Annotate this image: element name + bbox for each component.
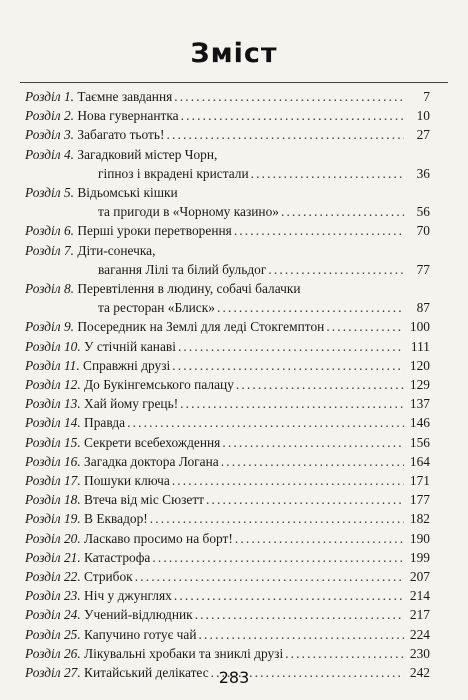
chapter-number: Розділ 25. xyxy=(25,626,81,642)
dot-leader xyxy=(285,644,404,663)
chapter-title-continued: вагання Лілі та білий бульдог xyxy=(98,261,267,277)
toc-entry xyxy=(25,183,430,221)
dot-leader xyxy=(236,375,404,394)
chapter-page: 70 xyxy=(416,223,430,239)
chapter-number: Розділ 27. xyxy=(25,665,81,681)
chapter-number: Розділ 15. xyxy=(25,434,81,450)
chapter-title: Загадка доктора Логана xyxy=(84,453,219,469)
toc-entry xyxy=(25,490,430,509)
chapter-number: Розділ 17. xyxy=(25,473,81,489)
chapter-number: Розділ 14. xyxy=(25,415,81,431)
dot-leader xyxy=(268,260,404,279)
toc-entry xyxy=(25,279,430,317)
chapter-title: Відьомські кішки xyxy=(77,185,178,201)
toc-entry xyxy=(25,145,430,183)
chapter-title: Ласкаво просимо на борт! xyxy=(84,530,233,546)
dot-leader xyxy=(199,625,404,644)
chapter-number: Розділ 4. xyxy=(25,146,74,162)
dot-leader xyxy=(195,605,404,624)
toc-entry xyxy=(25,452,430,471)
chapter-page: 164 xyxy=(409,453,430,469)
dot-leader xyxy=(127,413,404,432)
dot-leader xyxy=(251,164,404,183)
dot-leader xyxy=(206,490,404,509)
chapter-title-continued: та пригоди в «Чорному казино» xyxy=(98,204,279,220)
chapter-title: Учений-відлюдник xyxy=(84,607,193,623)
chapter-title: Таємне завдання xyxy=(77,89,173,104)
chapter-page: 27 xyxy=(416,127,430,143)
dot-leader xyxy=(217,298,404,317)
dot-leader xyxy=(326,317,404,336)
chapter-title: Хай йому грець! xyxy=(84,396,179,412)
chapter-page: 230 xyxy=(409,645,430,661)
chapter-number: Розділ 11. xyxy=(25,357,80,373)
table-of-contents xyxy=(25,87,430,682)
toc-entry xyxy=(25,413,430,432)
chapter-title: Діти-сонечка, xyxy=(77,242,156,258)
chapter-number: Розділ 26. xyxy=(25,645,81,661)
chapter-number: Розділ 9. xyxy=(25,319,74,335)
chapter-page: 129 xyxy=(409,377,430,393)
chapter-title-continued: та ресторан «Блиск» xyxy=(98,300,215,316)
chapter-title: Посередник на Землі для леді Стокгемптон xyxy=(77,319,325,335)
chapter-page: 146 xyxy=(409,415,430,431)
chapter-number: Розділ 6. xyxy=(25,223,74,239)
page-number: 283 xyxy=(218,668,250,687)
dot-leader xyxy=(152,548,404,567)
dot-leader xyxy=(172,471,404,490)
chapter-title: У стічній канаві xyxy=(84,338,176,354)
dot-leader xyxy=(221,452,404,471)
chapter-number: Розділ 18. xyxy=(25,492,81,508)
chapter-page: 177 xyxy=(409,492,430,508)
chapter-title: Лікувальні хробаки та зниклі друзі xyxy=(84,645,284,661)
dot-leader xyxy=(166,125,404,144)
chapter-page: 217 xyxy=(409,607,430,623)
toc-entry xyxy=(25,337,430,356)
chapter-number: Розділ 7. xyxy=(25,242,74,258)
chapter-number: Розділ 2. xyxy=(25,108,74,124)
chapter-title: Перевтілення в людину, собачі балачки xyxy=(77,281,301,297)
chapter-number: Розділ 8. xyxy=(25,281,74,297)
chapter-title: Перші уроки перетворення xyxy=(77,223,232,239)
toc-entry xyxy=(25,356,430,375)
chapter-title-continued: гіпноз і вкрадені кристали xyxy=(98,165,249,181)
dot-leader xyxy=(235,529,404,548)
chapter-title: Капучино готує чай xyxy=(84,626,197,642)
chapter-page: 100 xyxy=(409,319,430,335)
toc-entry xyxy=(25,394,430,413)
toc-entry xyxy=(25,471,430,490)
chapter-number: Розділ 22. xyxy=(25,569,81,585)
chapter-page: 171 xyxy=(409,473,430,489)
chapter-page: 224 xyxy=(409,626,430,642)
chapter-page: 56 xyxy=(416,204,430,220)
chapter-title: Пошуки ключа xyxy=(84,473,170,489)
chapter-title: Загадковий містер Чорн, xyxy=(77,146,218,162)
dot-leader xyxy=(174,586,404,605)
chapter-number: Розділ 16. xyxy=(25,453,81,469)
toc-entry xyxy=(25,586,430,605)
chapter-page: 156 xyxy=(409,434,430,450)
chapter-title: Катастрофа xyxy=(84,549,151,565)
toc-entry xyxy=(25,644,430,663)
divider xyxy=(20,82,448,83)
chapter-number: Розділ 20. xyxy=(25,530,81,546)
chapter-page: 87 xyxy=(416,300,430,316)
toc-entry xyxy=(25,509,430,528)
chapter-number: Розділ 19. xyxy=(25,511,81,527)
toc-entry xyxy=(25,433,430,452)
chapter-page: 77 xyxy=(416,261,430,277)
dot-leader xyxy=(234,221,404,240)
chapter-title: Стрибок xyxy=(84,569,133,585)
chapter-number: Розділ 10. xyxy=(25,338,81,354)
chapter-title: Втеча від міс Сюзетт xyxy=(84,492,205,508)
chapter-number: Розділ 24. xyxy=(25,607,81,623)
chapter-page: 36 xyxy=(416,165,430,181)
toc-entry xyxy=(25,125,430,144)
toc-entry xyxy=(25,317,430,336)
dot-leader xyxy=(180,394,404,413)
chapter-title: В Еквадор! xyxy=(84,511,148,527)
chapter-title: Секрети всебехождення xyxy=(84,434,221,450)
toc-entry xyxy=(25,375,430,394)
chapter-number: Розділ 3. xyxy=(25,127,74,143)
chapter-title: Справжні друзі xyxy=(83,357,171,373)
chapter-title: Правда xyxy=(84,415,126,431)
dot-leader xyxy=(172,356,404,375)
toc-entry xyxy=(25,241,430,279)
chapter-title: Забагато тьоть! xyxy=(77,127,165,143)
toc-entry xyxy=(25,605,430,624)
chapter-title: Ніч у джунглях xyxy=(84,588,172,604)
chapter-page: 214 xyxy=(409,588,430,604)
chapter-title: До Букінгемського палацу xyxy=(84,377,234,393)
chapter-page: 199 xyxy=(409,549,430,565)
chapter-number: Розділ 1. xyxy=(25,89,74,104)
toc-entry xyxy=(25,548,430,567)
toc-entry xyxy=(25,529,430,548)
chapter-number: Розділ 23. xyxy=(25,588,81,604)
dot-leader xyxy=(178,337,404,356)
dot-leader xyxy=(135,567,404,586)
chapter-number: Розділ 13. xyxy=(25,396,81,412)
chapter-page: 242 xyxy=(409,665,430,681)
dot-leader xyxy=(150,509,404,528)
dot-leader xyxy=(174,87,404,106)
chapter-title: Китайський делікатес xyxy=(84,665,209,681)
toc-entry xyxy=(25,567,430,586)
toc-entry xyxy=(25,106,430,125)
toc-entry xyxy=(25,221,430,240)
chapter-page: 207 xyxy=(409,569,430,585)
chapter-page: 137 xyxy=(409,396,430,412)
toc-entry xyxy=(25,625,430,644)
chapter-number: Розділ 12. xyxy=(25,377,81,393)
chapter-page: 120 xyxy=(409,357,430,373)
dot-leader xyxy=(181,106,404,125)
page-title: Зміст xyxy=(190,38,278,69)
dot-leader xyxy=(222,433,404,452)
chapter-page: 190 xyxy=(409,530,430,546)
chapter-page: 182 xyxy=(409,511,430,527)
dot-leader xyxy=(281,202,404,221)
toc-entry xyxy=(25,87,430,106)
chapter-page: 7 xyxy=(423,89,430,104)
chapter-number: Розділ 21. xyxy=(25,549,81,565)
chapter-page: 10 xyxy=(416,108,430,124)
chapter-number: Розділ 5. xyxy=(25,185,74,201)
chapter-title: Нова гувернантка xyxy=(77,108,179,124)
chapter-page: 111 xyxy=(410,338,430,354)
